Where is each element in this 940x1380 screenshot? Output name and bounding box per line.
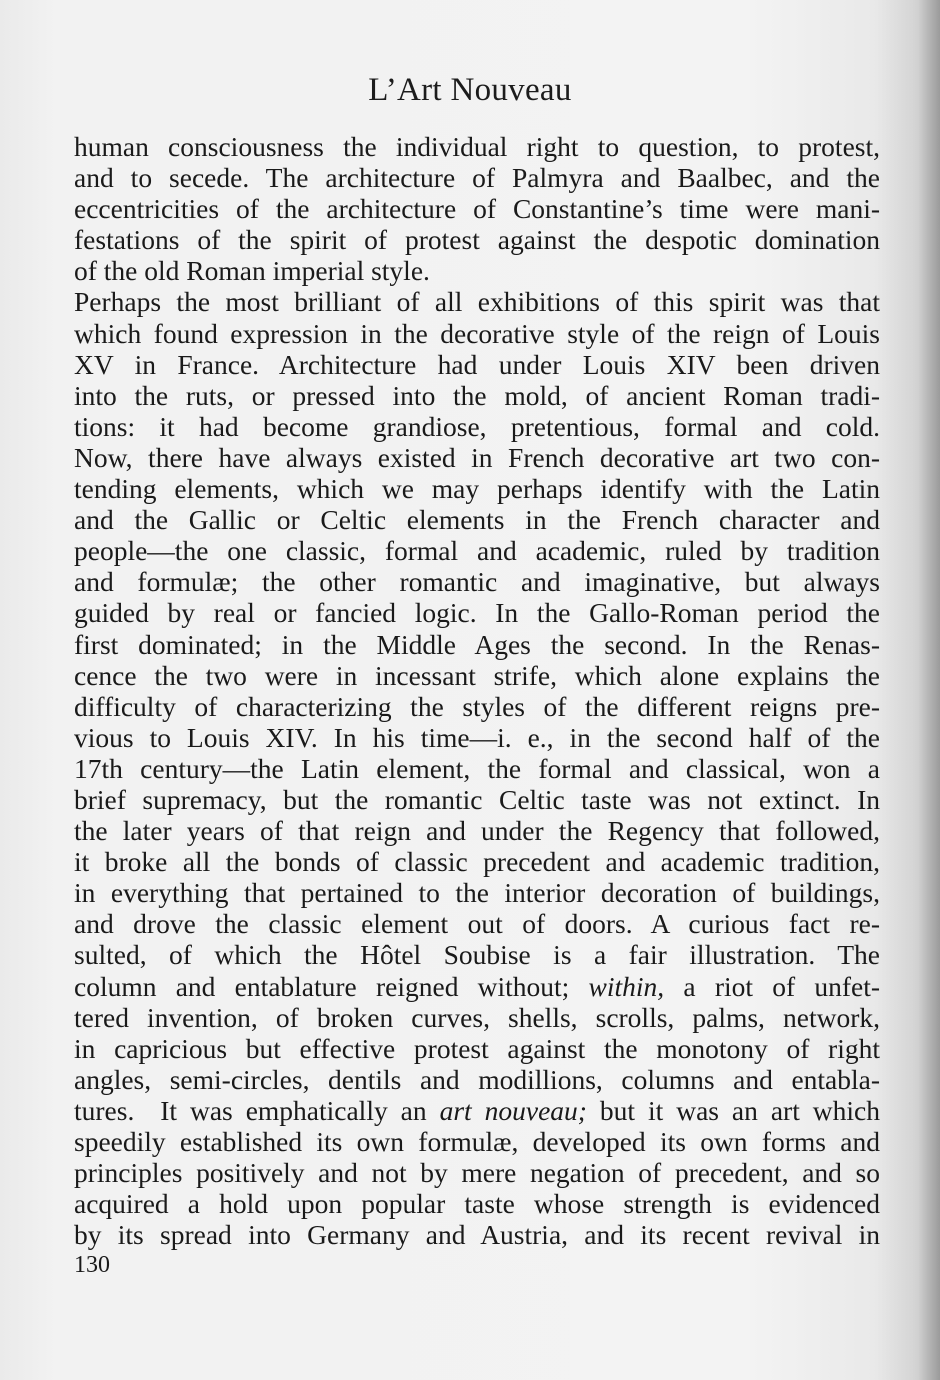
text-line: acquired a hold upon popular taste whose strength is evidenced <box>74 1188 880 1220</box>
italic-phrase: art nouveau; <box>439 1094 587 1126</box>
text-line: which found expression in the decorative style of the reign of Louis <box>74 317 880 349</box>
body-text <box>74 131 880 1250</box>
text-line: and drove the classic element out of doors. A curious fact re- <box>74 908 880 940</box>
italic-phrase: within, <box>588 970 665 1002</box>
text-line: and formulæ; the other romantic and imaginative, but always <box>74 566 880 598</box>
text-line <box>74 971 880 1002</box>
text-line: tered invention, of broken curves, shells, scrolls, palms, network, <box>74 1001 880 1033</box>
text-line: guided by real or fancied logic. In the Gallo-Roman period the <box>74 597 880 629</box>
text-line: and the Gallic or Celtic elements in the French character and <box>74 504 880 536</box>
text-line: Now, there have always existed in French decorative art two con- <box>74 441 880 473</box>
text-line <box>74 1095 880 1126</box>
text-line: cence the two were in incessant strife, which alone explains the <box>74 659 880 691</box>
text-span: but it was an art which <box>586 1094 880 1126</box>
text-line: tions: it had become grandiose, pretentious, formal and cold. <box>74 410 880 442</box>
text-line: tending elements, which we may perhaps identify with the Latin <box>74 473 880 505</box>
text-span: column and entablature reigned without; <box>74 970 589 1002</box>
text-line: festations of the spirit of protest against the despotic domination <box>74 224 880 256</box>
text-line: the later years of that reign and under the Regency that followed, <box>74 815 880 847</box>
text-line: vious to Louis XIV. In his time—i. e., in the second half of the <box>74 721 880 753</box>
text-line: angles, semi-circles, dentils and modillions, columns and entabla- <box>74 1063 880 1095</box>
text-line: by its spread into Germany and Austria, and its recent revival in <box>74 1219 880 1251</box>
text-line: 17th century—the Latin element, the formal and classical, won a <box>74 752 880 784</box>
gutter-shadow <box>918 0 940 1380</box>
text-span: tures. It was emphatically an <box>74 1094 440 1126</box>
page-number: 130 <box>74 1252 110 1278</box>
text-line: brief supremacy, but the romantic Celtic taste was not extinct. In <box>74 783 880 815</box>
text-line: Perhaps the most brilliant of all exhibitions of this spirit was that <box>74 286 880 318</box>
text-line: in capricious but effective protest against the monotony of right <box>74 1032 880 1064</box>
text-line: XV in France. Architecture had under Louis XIV been driven <box>74 348 880 380</box>
text-line: speedily established its own formulæ, developed its own forms and <box>74 1126 880 1157</box>
text-line: of the old Roman imperial style. <box>74 255 430 287</box>
text-line: first dominated; in the Middle Ages the second. In the Renas- <box>74 628 880 660</box>
text-line: it broke all the bonds of classic precedent and academic tradition, <box>74 846 880 878</box>
text-line: sulted, of which the Hôtel Soubise is a fair illustration. The <box>74 939 880 971</box>
running-head: L’Art Nouveau <box>368 72 572 108</box>
text-span: a riot of unfet- <box>664 970 880 1002</box>
text-line: people—the one classic, formal and academic, ruled by tradition <box>74 535 880 567</box>
text-line: in everything that pertained to the interior decoration of buildings, <box>74 877 880 909</box>
text-line: principles positively and not by mere negation of precedent, and so <box>74 1157 880 1189</box>
text-line: eccentricities of the architecture of Constantine’s time were mani- <box>74 193 880 225</box>
text-line: into the ruts, or pressed into the mold, of ancient Roman tradi- <box>74 379 880 411</box>
text-line: human consciousness the individual right to question, to protest, <box>74 131 880 162</box>
text-line: difficulty of characterizing the styles of the different reigns pre- <box>74 690 880 722</box>
text-line: and to secede. The architecture of Palmyra and Baalbec, and the <box>74 162 880 194</box>
